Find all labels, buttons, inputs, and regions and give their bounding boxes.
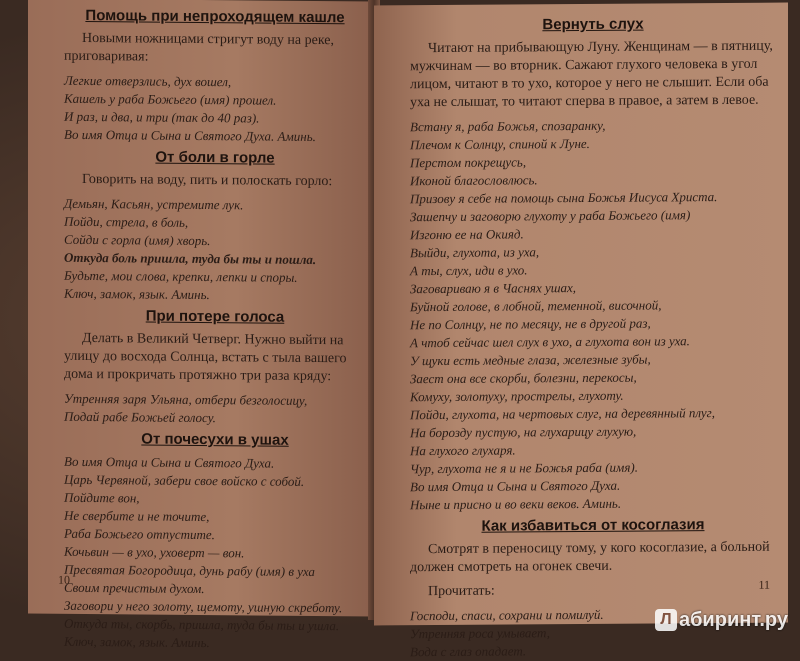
verse-voice (64, 390, 366, 429)
verse-line: Кочьвин — в ухо, уховерт — вон. (64, 543, 245, 561)
verse-line: Ключ, замок, язык. Аминь. (64, 633, 210, 651)
prose-cough: Новыми ножницами стригут воду на реке, приговаривая: (64, 30, 335, 65)
verse-line: Кашель у раба Божьего (имя) прошел. (64, 90, 277, 108)
verse-line: Ныне и присно и во веки веков. Аминь. (410, 495, 622, 513)
verse-line: Пойди, стрела, в боль, (64, 213, 189, 230)
verse-line: Подай рабе Божьей голосу. (64, 408, 216, 426)
prose-hearing: Читают на прибывающую Луну. Женщинам — в пятницу, мужчинам — во вторник. Сажают глухого человека в угол лицом, читают в то ухо, которое у него не слышит. Если оба уха не слышат, то читают сперва в правое, а затем в левое. (410, 38, 773, 111)
verse-line: Комуху, золотуху, прострелы, глухоту. (410, 387, 624, 405)
verse-line: Изгоню ее на Окияд. (410, 226, 524, 243)
verse-line: Откуда боль пришла, туда бы ты и пошла. (64, 249, 317, 268)
section-title-voice: При потере голоса (145, 307, 285, 326)
prose-throat: Говорить на воду, пить и полоскать горло: (82, 171, 333, 190)
verse-line: Заест она все скорби, болезни, перекосы, (410, 369, 637, 387)
section-title-ears: От почесухи в ушах (141, 430, 289, 449)
section-title-hearing: Вернуть слух (542, 15, 644, 34)
verse-line: Царь Червяной, забери свое войско с собой. (64, 471, 305, 489)
verse-line: Чур, глухота не я и не Божья раба (имя). (410, 459, 638, 477)
verse-line: Во имя Отца и Сына и Святого Духа. (64, 453, 275, 471)
prose-strabismus: Смотрят в переносицу тому, у кого косоглазие, а больной должен смотреть на огонек свечи. (410, 539, 770, 576)
verse-line: Выйди, глухота, из уха, (410, 244, 540, 261)
right-page (374, 3, 788, 660)
prose-strabismus-read: Прочитать: (428, 583, 495, 600)
verse-line: На борозду пустую, на глухарицу глухую, (410, 423, 637, 441)
verse-line: Во имя Отца и Сына и Святого Духа. (410, 477, 621, 495)
left-page (28, 0, 374, 651)
verse-line: Во имя Отца и Сына и Святого Духа. Аминь. (64, 126, 316, 145)
verse-line: Буйной голове, в лобной, теменной, височной, (410, 297, 662, 315)
verse-line: На глухого глухаря. (410, 442, 516, 459)
verse-line: Призову я себе на помощь сына Божья Иисуса Христа. (410, 189, 718, 207)
verse-line: Господи, спаси, сохрани и помилуй. (410, 606, 604, 624)
labirint-watermark-text: абиринт.ру (678, 608, 788, 631)
verse-line: Утренняя заря Ульяна, отбери безголосицу, (64, 390, 308, 408)
verse-line: Плечом к Солнцу, спиной к Луне. (410, 135, 590, 153)
section-title-strabismus: Как избавиться от косоглазия (481, 516, 705, 535)
verse-line: Легкие отверзлись, дух вошел, (64, 72, 232, 90)
labirint-watermark (655, 608, 788, 632)
verse-line: Ключ, замок, язык. Аминь. (64, 285, 210, 303)
verse-line: Откуда ты, скорбь, пришла, туда бы ты и ушла. (64, 615, 340, 634)
verse-line: Демьян, Касьян, устремите лук. (64, 195, 244, 213)
section-title-throat: От боли в горле (155, 148, 275, 167)
verse-cough (64, 72, 366, 147)
labirint-logo-icon: Л (655, 609, 677, 631)
verse-hearing (410, 116, 776, 515)
verse-line: Своим пречистым духом. (64, 579, 205, 597)
verse-line: Заговариваю я в Часнях ушах, (410, 280, 577, 297)
verse-line: Пойдите вон, (64, 489, 140, 506)
verse-line: А ты, слух, иди в ухо. (410, 262, 528, 279)
page-number-right: 11 (758, 577, 770, 592)
verse-line: Иконой благословлюсь. (410, 172, 538, 189)
verse-line: Сойди с горла (имя) хворь. (64, 231, 211, 249)
verse-line: Зашепчу и заговорю глухоту у раба Божьего (имя) (410, 207, 691, 225)
verse-line: У щуки есть медные глаза, железные зубы, (410, 351, 651, 369)
verse-line: Вода с глаз опадает. (410, 643, 527, 660)
verse-ears (64, 453, 366, 654)
verse-line: Заговори у него золоту, щемоту, ушную скреботу. (64, 597, 343, 616)
prose-voice: Делать в Великий Четверг. Нужно выйти на улицу до восхода Солнца, встать с тыла вашего дома и прокричать протяжно три раза кряду: (64, 330, 347, 385)
verse-line: Пойди, глухота, на чертовых слуг, на деревянный плуг, (410, 405, 715, 423)
verse-line: Не по Солнцу, не по месяцу, не в другой раз, (410, 315, 651, 333)
verse-line: И раз, и два, и три (так до 40 раз). (64, 108, 260, 126)
verse-line: Раба Божьего отпустите. (64, 525, 215, 543)
section-title-cough: Помощь при непроходящем кашле (85, 6, 345, 27)
verse-line: Пресвятая Богородица, дунь рабу (имя) в уха (64, 561, 315, 579)
verse-line: Утренняя роса умывает, (410, 625, 550, 642)
verse-line: Не свербите и не точите, (64, 507, 210, 525)
verse-line: А чтоб сейчас шел слух в ухо, а глухота вон из уха. (410, 333, 690, 351)
verse-line: Перстом покрещусь, (410, 154, 527, 171)
verse-line: Встану я, раба Божья, спозаранку, (410, 117, 606, 135)
verse-throat (64, 195, 366, 306)
page-number-left: 10 (58, 572, 70, 587)
verse-line: Будьте, мои слова, крепки, лепки и споры. (64, 267, 298, 285)
